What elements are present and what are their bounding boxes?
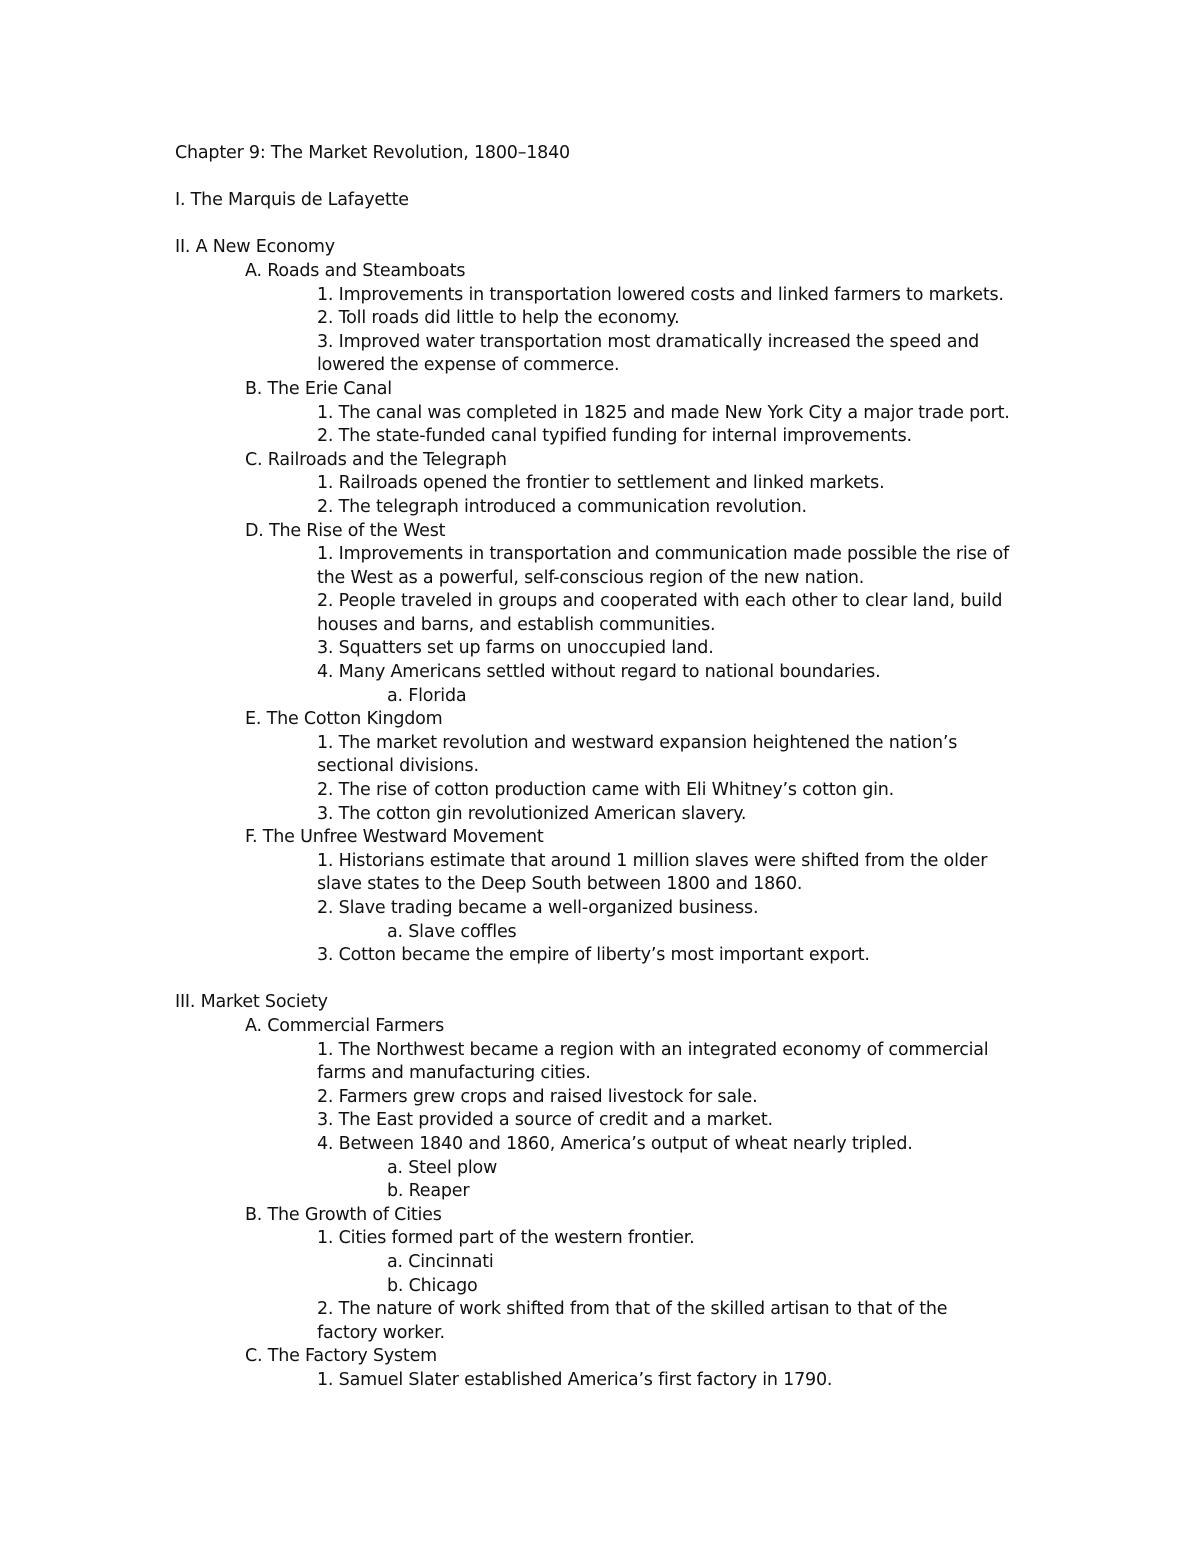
outline-subpoint: a. Florida — [387, 685, 467, 706]
subsection-heading: D. The Rise of the West — [245, 520, 446, 541]
subsection-heading: F. The Unfree Westward Movement — [245, 827, 544, 848]
outline-point: 2. The telegraph introduced a communication revolution. — [317, 496, 807, 517]
outline-point: 2. The nature of work shifted from that of the skilled artisan to that of the — [317, 1299, 948, 1320]
document-title: Chapter 9: The Market Revolution, 1800–1840 — [175, 143, 570, 163]
outline-point: 1. Improvements in transportation and communication made possible the rise of — [317, 544, 1009, 565]
section-heading: II. A New Economy — [175, 237, 335, 258]
outline-point: 1. The market revolution and westward expansion heightened the nation’s — [317, 732, 958, 753]
outline-point: 4. Many Americans settled without regard to national boundaries. — [317, 662, 881, 683]
outline-point: 3. Cotton became the empire of liberty’s most important export. — [317, 945, 870, 966]
outline-point: sectional divisions. — [317, 756, 479, 777]
outline-point: houses and barns, and establish communities. — [317, 614, 716, 635]
outline-point: farms and manufacturing cities. — [317, 1063, 591, 1084]
document-page — [175, 142, 1055, 1392]
section-heading: III. Market Society — [175, 992, 328, 1013]
outline-subpoint: a. Slave coffles — [387, 921, 517, 942]
blank-line — [175, 968, 1055, 992]
outline-point: 1. Improvements in transportation lowered costs and linked farmers to markets. — [317, 284, 1004, 305]
outline-point: 2. The state-funded canal typified funding for internal improvements. — [317, 426, 912, 447]
subsection-heading: C. The Factory System — [245, 1346, 438, 1367]
outline-subpoint: a. Steel plow — [387, 1157, 498, 1178]
outline-point: 4. Between 1840 and 1860, America’s output of wheat nearly tripled. — [317, 1133, 913, 1154]
outline-point: 3. Improved water transportation most dramatically increased the speed and — [317, 331, 980, 352]
subsection-heading: A. Commercial Farmers — [245, 1015, 445, 1036]
outline-point: 1. The canal was completed in 1825 and made New York City a major trade port. — [317, 402, 1010, 423]
blank-line — [175, 166, 1055, 190]
outline-point: 1. Historians estimate that around 1 million slaves were shifted from the older — [317, 850, 988, 871]
outline-point: 2. The rise of cotton production came with Eli Whitney’s cotton gin. — [317, 780, 895, 801]
outline-point: 3. Squatters set up farms on unoccupied land. — [317, 638, 714, 659]
outline-point: slave states to the Deep South between 1800 and 1860. — [317, 874, 803, 895]
subsection-heading: B. The Erie Canal — [245, 378, 392, 399]
section-heading: I. The Marquis de Lafayette — [175, 190, 409, 211]
outline-point: factory worker. — [317, 1322, 445, 1343]
outline-point: 1. The Northwest became a region with an integrated economy of commercial — [317, 1039, 989, 1060]
outline-point: 3. The East provided a source of credit and a market. — [317, 1110, 773, 1131]
blank-line — [175, 213, 1055, 237]
subsection-heading: E. The Cotton Kingdom — [245, 709, 443, 730]
document-outline — [175, 166, 1055, 1393]
outline-point: 3. The cotton gin revolutionized American slavery. — [317, 803, 747, 824]
subsection-heading: B. The Growth of Cities — [245, 1204, 442, 1225]
subsection-heading: C. Railroads and the Telegraph — [245, 449, 507, 470]
outline-point: 1. Cities formed part of the western frontier. — [317, 1228, 695, 1249]
outline-point: 2. Farmers grew crops and raised livestock for sale. — [317, 1086, 758, 1107]
outline-point: 2. Slave trading became a well-organized business. — [317, 898, 759, 918]
outline-subpoint: b. Chicago — [387, 1275, 478, 1296]
outline-point: 1. Samuel Slater established America’s first factory in 1790. — [317, 1369, 833, 1390]
outline-point: 2. People traveled in groups and cooperated with each other to clear land, build — [317, 591, 1003, 612]
outline-point: 1. Railroads opened the frontier to settlement and linked markets. — [317, 473, 885, 494]
outline-subpoint: a. Cincinnati — [387, 1251, 494, 1272]
outline-point: the West as a powerful, self-conscious region of the new nation. — [317, 567, 865, 588]
outline-point: 2. Toll roads did little to help the economy. — [317, 308, 680, 329]
subsection-heading: A. Roads and Steamboats — [245, 260, 466, 281]
outline-subpoint: b. Reaper — [387, 1181, 470, 1202]
outline-point: lowered the expense of commerce. — [317, 355, 620, 376]
